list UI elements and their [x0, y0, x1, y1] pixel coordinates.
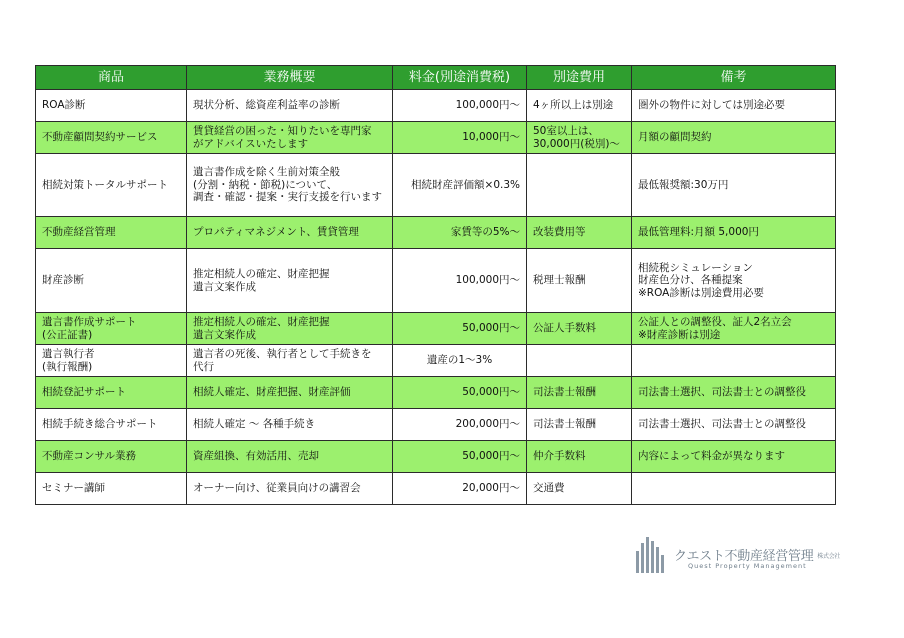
table-header-row	[36, 66, 836, 90]
cell-product: 相続手続き総合サポート	[36, 409, 187, 441]
cell-summary: オーナー向け、従業員向けの講習会	[187, 473, 393, 505]
header-summary: 業務概要	[187, 66, 393, 90]
table-row	[36, 154, 836, 217]
cell-summary: 相続人確定 ～ 各種手続き	[187, 409, 393, 441]
cell-summary: 現状分析、総資産利益率の診断	[187, 90, 393, 122]
cell-note: 司法書士選択、司法書士との調整役	[632, 409, 836, 441]
header-fee: 料金(別途消費税)	[393, 66, 527, 90]
cell-extra-cost: 司法書士報酬	[527, 377, 632, 409]
cell-note: 最低管理料:月額 5,000円	[632, 217, 836, 249]
cell-product: ROA診断	[36, 90, 187, 122]
cell-extra-cost	[527, 154, 632, 217]
cell-summary: 遺言書作成を除く生前対策全般 (分割・納税・節税)について、 調査・確認・提案・実行支援を行います	[187, 154, 393, 217]
price-table-wrapper	[35, 65, 836, 505]
cell-fee: 50,000円～	[393, 313, 527, 345]
cell-summary: 相続人確定、財産把握、財産評価	[187, 377, 393, 409]
cell-summary: 遺言者の死後、執行者として手続きを 代行	[187, 345, 393, 377]
cell-extra-cost: 税理士報酬	[527, 249, 632, 313]
cell-extra-cost: 仲介手数料	[527, 441, 632, 473]
cell-note: 月額の顧問契約	[632, 122, 836, 154]
cell-note	[632, 345, 836, 377]
cell-product: 相続登記サポート	[36, 377, 187, 409]
cell-summary: 資産組換、有効活用、売却	[187, 441, 393, 473]
cell-note: 相続税シミュレーション 財産色分け、各種提案 ※ROA診断は別途費用必要	[632, 249, 836, 313]
cell-note: 内容によって料金が異なります	[632, 441, 836, 473]
cell-note	[632, 473, 836, 505]
cell-fee: 20,000円～	[393, 473, 527, 505]
cell-fee: 遺産の1～3%	[393, 345, 527, 377]
cell-fee: 100,000円～	[393, 249, 527, 313]
cell-product: 相続対策トータルサポート	[36, 154, 187, 217]
cell-fee: 相続財産評価額×0.3%	[393, 154, 527, 217]
cell-product: 不動産経営管理	[36, 217, 187, 249]
table-row	[36, 377, 836, 409]
cell-extra-cost: 交通費	[527, 473, 632, 505]
cell-extra-cost: 4ヶ所以上は別途	[527, 90, 632, 122]
logo-company-suffix: 株式会社	[817, 552, 841, 560]
table-row	[36, 441, 836, 473]
table-row	[36, 473, 836, 505]
logo-company-name: クエスト不動産経営管理 株式会社	[674, 549, 841, 564]
cell-product: 不動産顧問契約サービス	[36, 122, 187, 154]
header-product: 商品	[36, 66, 187, 90]
cell-fee: 家賃等の5%～	[393, 217, 527, 249]
table-row	[36, 409, 836, 441]
table-row	[36, 345, 836, 377]
company-logo	[636, 537, 841, 577]
header-note: 備考	[632, 66, 836, 90]
cell-summary: プロパティマネジメント、賃貸管理	[187, 217, 393, 249]
cell-note: 司法書士選択、司法書士との調整役	[632, 377, 836, 409]
cell-product: 遺言執行者 (執行報酬)	[36, 345, 187, 377]
cell-fee: 100,000円～	[393, 90, 527, 122]
logo-subtitle: Quest Property Management	[688, 562, 807, 570]
cell-fee: 10,000円～	[393, 122, 527, 154]
cell-note: 圏外の物件に対しては別途必要	[632, 90, 836, 122]
table-row	[36, 249, 836, 313]
table-row	[36, 90, 836, 122]
cell-fee: 50,000円～	[393, 377, 527, 409]
cell-extra-cost: 改装費用等	[527, 217, 632, 249]
cell-note: 最低報奨額:30万円	[632, 154, 836, 217]
price-table	[35, 65, 836, 505]
cell-extra-cost: 司法書士報酬	[527, 409, 632, 441]
cell-product: セミナー講師	[36, 473, 187, 505]
cell-fee: 200,000円～	[393, 409, 527, 441]
cell-product: 遺言書作成サポート (公正証書)	[36, 313, 187, 345]
cell-product: 財産診断	[36, 249, 187, 313]
cell-summary: 推定相続人の確定、財産把握 遺言文案作成	[187, 313, 393, 345]
cell-product: 不動産コンサル業務	[36, 441, 187, 473]
cell-fee: 50,000円～	[393, 441, 527, 473]
cell-extra-cost: 50室以上は、 30,000円(税別)～	[527, 122, 632, 154]
table-row	[36, 122, 836, 154]
cell-summary: 賃貸経営の困った・知りたいを専門家 がアドバイスいたします	[187, 122, 393, 154]
logo-bars-icon	[636, 537, 670, 573]
table-row	[36, 313, 836, 345]
header-extra-cost: 別途費用	[527, 66, 632, 90]
cell-extra-cost: 公証人手数料	[527, 313, 632, 345]
cell-summary: 推定相続人の確定、財産把握 遺言文案作成	[187, 249, 393, 313]
table-row	[36, 217, 836, 249]
cell-extra-cost	[527, 345, 632, 377]
cell-note: 公証人との調整役、証人2名立会 ※財産診断は別途	[632, 313, 836, 345]
